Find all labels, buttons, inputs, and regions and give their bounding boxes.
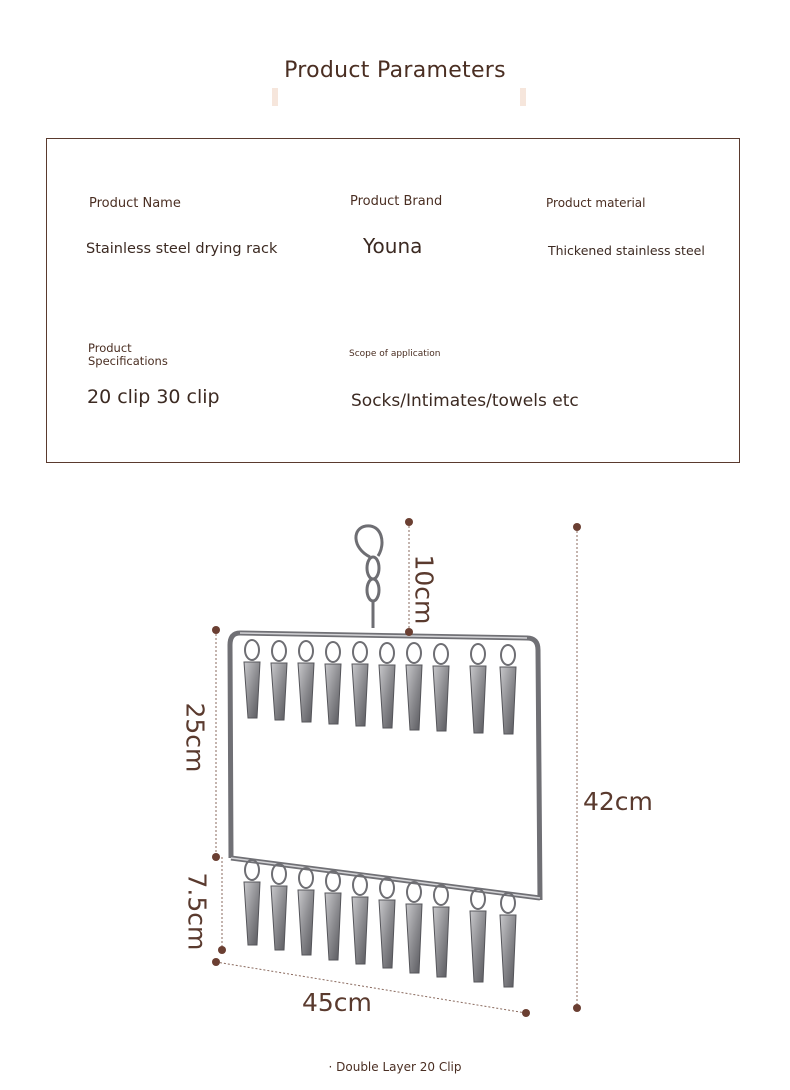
spec-label-line1: Product — [88, 341, 132, 355]
product-name-value: Stainless steel drying rack — [86, 241, 278, 257]
product-specifications-value: 20 clip 30 clip — [87, 386, 220, 408]
image-caption: · Double Layer 20 Clip — [328, 1060, 462, 1074]
page-title: Product Parameters — [284, 58, 506, 83]
width-label: 45cm — [302, 988, 372, 1017]
scope-value: Socks/Intimates/towels etc — [351, 391, 579, 411]
hook-length-label: 10cm — [409, 554, 439, 625]
top-clip-row — [244, 640, 516, 734]
product-brand-value: Youna — [363, 234, 423, 258]
total-height-label: 42cm — [583, 787, 653, 816]
product-name-label: Product Name — [89, 196, 181, 211]
dimension-lines — [216, 522, 577, 1013]
product-material-value: Thickened stainless steel — [548, 243, 705, 258]
scope-label: Scope of application — [349, 349, 441, 359]
hook-icon — [356, 526, 382, 628]
frame-height-label: 25cm — [180, 702, 210, 773]
spec-label-line2: Specifications — [88, 354, 168, 368]
clip-height-label: 7.5cm — [182, 872, 212, 951]
product-material-label: Product material — [546, 196, 646, 210]
product-brand-label: Product Brand — [350, 194, 443, 209]
dimension-dots — [212, 518, 581, 1017]
